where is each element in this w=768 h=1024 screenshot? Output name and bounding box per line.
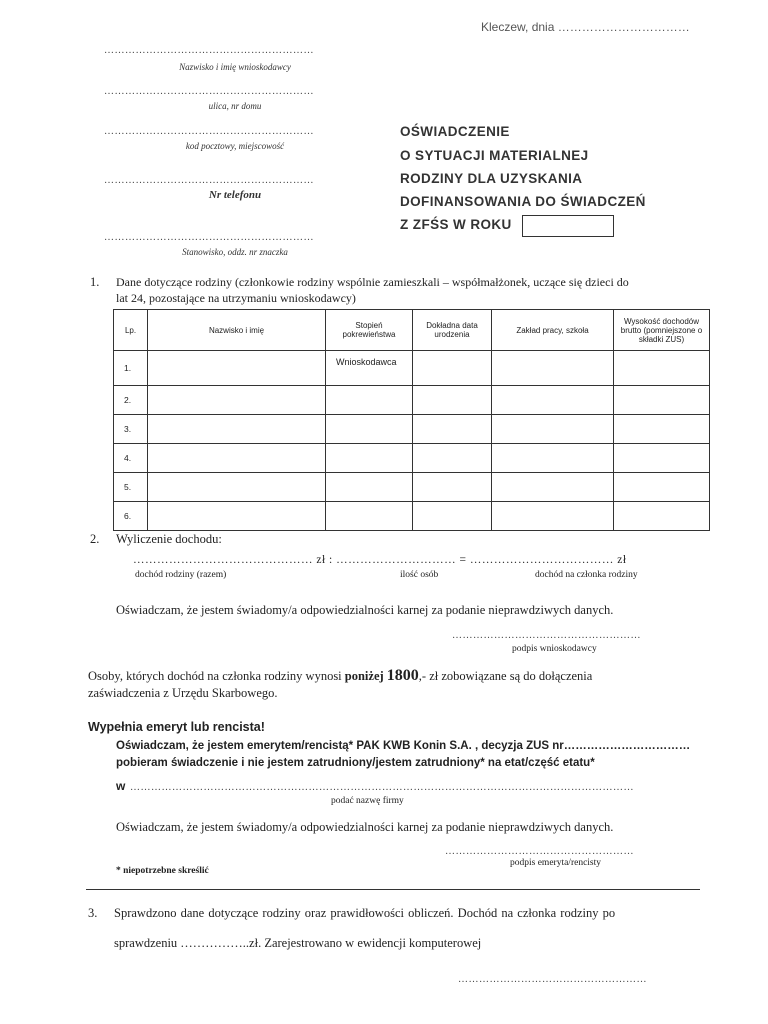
section2-number: 2. (90, 532, 100, 546)
cell-income[interactable] (614, 351, 710, 386)
cell-birthdate[interactable] (413, 351, 492, 386)
threshold-before: Osoby, których dochód na członka rodziny wynosi (88, 669, 342, 683)
header-workplace: Zakład pracy, szkoła (492, 310, 614, 351)
cell-relation[interactable] (326, 473, 413, 502)
table-header-row (114, 310, 710, 351)
verifier-signature-field[interactable]: ……………………………………………… (458, 974, 647, 985)
section-divider (86, 889, 700, 890)
family-table (113, 309, 710, 531)
row-number: 5. (114, 473, 148, 502)
income-formula[interactable]: ……………………………………… zł : ………………………… = ……………………………… zł (133, 554, 627, 566)
section1-number: 1. (90, 275, 100, 289)
threshold-line2: zaświadczenia z Urzędu Skarbowego. (88, 686, 278, 700)
table-row (114, 386, 710, 415)
table-row (114, 502, 710, 531)
table-row (114, 444, 710, 473)
cell-workplace[interactable] (492, 415, 614, 444)
cell-name[interactable] (148, 502, 326, 531)
street-field[interactable]: …………………………………………………… (104, 86, 314, 97)
cell-name[interactable] (148, 444, 326, 473)
table-row (114, 473, 710, 502)
cell-workplace[interactable] (492, 502, 614, 531)
title-line-1: OŚWIADCZENIE (400, 124, 510, 139)
declaration-applicant: Oświadczam, że jestem świadomy/a odpowiedzialności karnej za podanie nieprawdziwych danych. (116, 603, 614, 617)
title-line-3: RODZINY DLA UZYSKANIA (400, 171, 583, 186)
section1-text-line2: lat 24, pozostające na utrzymaniu wnioskodawcy) (116, 291, 356, 305)
declaration-retiree: Oświadczam, że jestem świadomy/a odpowiedzialności karnej za podanie nieprawdziwych danych. (116, 820, 614, 834)
cell-birthdate[interactable] (413, 415, 492, 444)
table-row (114, 415, 710, 444)
cell-workplace[interactable] (492, 444, 614, 473)
retiree-line2: pobieram świadczenie i nie jestem zatrudniony/jestem zatrudniony* na etat/część etatu* (116, 757, 595, 769)
cell-income[interactable] (614, 502, 710, 531)
section1-text-line1: Dane dotyczące rodziny (członkowie rodziny wspólnie zamieszkali – współmałżonek, uczące się dzieci do (116, 275, 629, 289)
section3-line1: Sprawdzono dane dotyczące rodziny oraz prawidłowości obliczeń. Dochód na członka rodziny po (114, 906, 616, 920)
street-caption: ulica, nr domu (208, 101, 262, 111)
cell-workplace[interactable] (492, 351, 614, 386)
retiree-w-prefix: w (116, 779, 126, 793)
caption-per-member: dochód na członka rodziny (535, 570, 638, 580)
row-number: 6. (114, 502, 148, 531)
cell-birthdate[interactable] (413, 386, 492, 415)
cell-income[interactable] (614, 386, 710, 415)
cell-birthdate[interactable] (413, 473, 492, 502)
position-caption: Stanowisko, oddz. nr znaczka (182, 247, 288, 257)
cell-birthdate[interactable] (413, 502, 492, 531)
retiree-signature-field[interactable]: ……………………………………………… (445, 846, 634, 857)
section3-line2[interactable]: sprawdzeniu ……………..zł. Zarejestrowano w ewidencji komputerowej (114, 936, 482, 950)
cell-birthdate[interactable] (413, 444, 492, 473)
applicant-name-caption: Nazwisko i imię wnioskodawcy (179, 62, 291, 72)
cell-workplace[interactable] (492, 473, 614, 502)
row-number: 1. (114, 351, 148, 386)
cell-relation[interactable] (326, 502, 413, 531)
postal-city-caption: kod pocztowy, miejscowość (185, 141, 285, 151)
cell-workplace[interactable] (492, 386, 614, 415)
header-lp: Lp. (114, 310, 148, 351)
row-number: 3. (114, 415, 148, 444)
title-line-5: Z ZFŚS W ROKU (400, 217, 512, 232)
cell-relation[interactable] (326, 415, 413, 444)
cell-name[interactable] (148, 386, 326, 415)
section3-number: 3. (88, 906, 98, 920)
company-name-caption: podać nazwę firmy (331, 796, 404, 806)
section2-label: Wyliczenie dochodu: (116, 532, 222, 546)
caption-persons: ilość osób (400, 570, 439, 580)
cell-relation[interactable] (326, 386, 413, 415)
title-line-2: O SYTUACJI MATERIALNEJ (400, 148, 589, 163)
retiree-line1: Oświadczam, że jestem emerytem/rencistą* PAK KWB Konin S.A. , decyzja ZUS nr…………………………… (116, 740, 691, 752)
applicant-signature-caption: podpis wnioskodawcy (512, 644, 597, 654)
applicant-signature-field[interactable]: ……………………………………………… (452, 630, 641, 641)
row-number: 4. (114, 444, 148, 473)
header-income: Wysokość dochodów brutto (pomniejszone o składki ZUS) (614, 310, 710, 351)
title-line-4: DOFINANSOWANIA DO ŚWIADCZEŃ (400, 194, 646, 209)
cell-relation[interactable] (326, 444, 413, 473)
cell-name[interactable] (148, 473, 326, 502)
place-date[interactable]: Kleczew, dnia …………………………… (481, 20, 690, 34)
retiree-signature-caption: podpis emeryta/rencisty (510, 858, 602, 868)
phone-field[interactable]: …………………………………………………… (104, 175, 314, 186)
postal-city-field[interactable]: …………………………………………………… (104, 126, 314, 137)
footnote-strike: * niepotrzebne skreślić (116, 866, 209, 876)
cell-relation[interactable]: Wnioskodawca (326, 351, 413, 386)
cell-name[interactable] (148, 351, 326, 386)
row-number: 2. (114, 386, 148, 415)
position-field[interactable]: …………………………………………………… (104, 232, 314, 243)
cell-income[interactable] (614, 473, 710, 502)
cell-income[interactable] (614, 444, 710, 473)
cell-income[interactable] (614, 415, 710, 444)
threshold-paragraph (88, 667, 592, 685)
caption-family-income: dochód rodziny (razem) (135, 570, 227, 580)
header-birthdate: Dokładna data urodzenia (413, 310, 492, 351)
threshold-bold-word: poniżej (344, 669, 384, 683)
header-name: Nazwisko i imię (148, 310, 326, 351)
phone-caption: Nr telefonu (208, 189, 262, 201)
applicant-name-field[interactable]: …………………………………………………… (104, 45, 314, 56)
year-box[interactable] (522, 215, 614, 237)
retiree-heading: Wypełnia emeryt lub rencista! (88, 720, 265, 734)
company-name-field[interactable]: ……………………………………………………………………………………………………………………………… (130, 782, 634, 793)
table-row (114, 351, 710, 386)
threshold-amount: 1800 (386, 667, 419, 684)
cell-name[interactable] (148, 415, 326, 444)
header-relation: Stopień pokrewieństwa (326, 310, 413, 351)
threshold-after: ,- zł zobowiązane są do dołączenia (418, 669, 593, 683)
